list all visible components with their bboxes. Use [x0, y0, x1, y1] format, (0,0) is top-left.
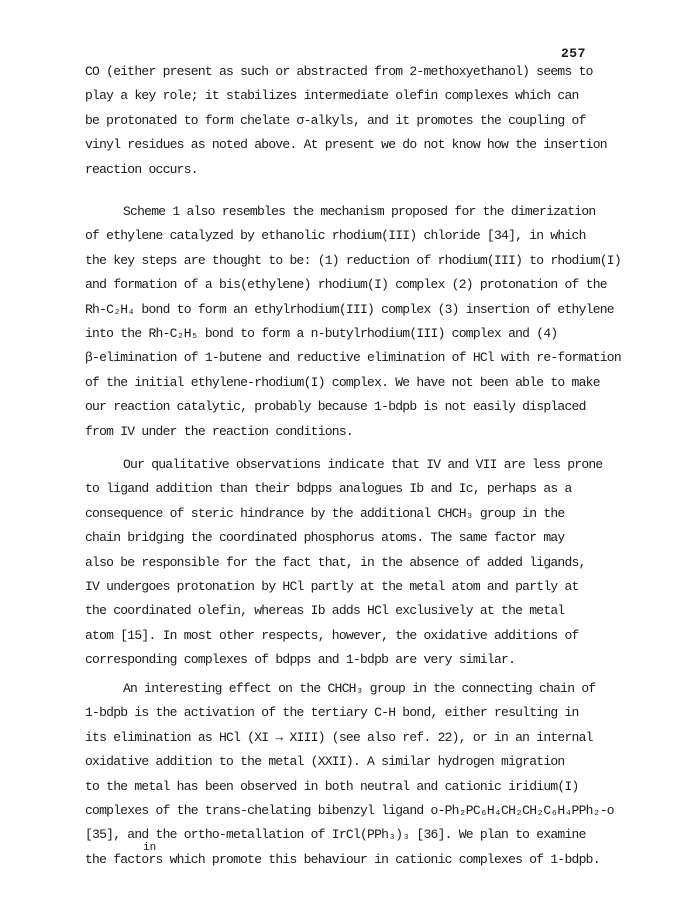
text-line: corresponding complexes of bdpps and 1-bdpb are very similar. [85, 652, 516, 668]
paragraph-4 [85, 677, 660, 872]
text-line: [35], and the ortho-metallation of IrCl(PPh₃)₃ [36]. We plan to examine [85, 827, 586, 843]
text-line: Our qualitative observations indicate that IV and VII are less prone [123, 457, 603, 472]
text-line: of the initial ethylene-rhodium(I) complex. We have not been able to make [85, 374, 600, 390]
text-line: our reaction catalytic, probably because 1-bdpb is not easily displaced [85, 399, 586, 415]
text-line: An interesting effect on the CHCH₃ group in the connecting chain of [123, 681, 596, 696]
text-line: consequence of steric hindrance by the additional CHCH₃ group in the [85, 505, 565, 521]
text-line: CO (either present as such or abstracted from 2-methoxyethanol) seems to [85, 64, 593, 79]
page-number: 257 [561, 46, 586, 61]
text-line: and formation of a bis(ethylene) rhodium(I) complex (2) protonation of the [85, 277, 607, 293]
text-line: of ethylene catalyzed by ethanolic rhodium(III) chloride [34], in which [85, 228, 586, 244]
text-line: atom [15]. In most other respects, however, the oxidative additions of [85, 627, 579, 643]
text-line: the coordinated olefin, whereas Ib adds HCl exclusively at the metal [85, 603, 565, 619]
text-line: play a key role; it stabilizes intermediate olefin complexes which can [85, 88, 579, 104]
text-line: 1-bdpb is the activation of the tertiary C-H bond, either resulting in [85, 705, 579, 721]
text-line: the key steps are thought to be: (1) reduction of rhodium(III) to rhodium(I) [85, 252, 621, 268]
text-line: into the Rh-C₂H₅ bond to form a n-butylrhodium(III) complex and (4) [85, 325, 558, 341]
text-line: from IV under the reaction conditions. [85, 423, 353, 439]
text-line: its elimination as HCl (XI → XIII) (see also ref. 22), or in an internal [85, 729, 593, 745]
text-line: to the metal has been observed in both neutral and cationic iridium(I) [85, 778, 579, 794]
text-line: vinyl residues as noted above. At present we do not know how the insertion [85, 137, 607, 153]
handwritten-insert: in [143, 842, 157, 854]
paragraph-2 [85, 200, 660, 444]
text-line: IV undergoes protonation by HCl partly at the metal atom and partly at [85, 578, 579, 594]
text-line: chain bridging the coordinated phosphorus atoms. The same factor may [85, 530, 565, 546]
text-line: β-elimination of 1-butene and reductive elimination of HCl with re-formation [85, 350, 621, 366]
text-line: oxidative addition to the metal (XXII). A similar hydrogen migration [85, 754, 565, 770]
text-line: Rh-C₂H₄ bond to form an ethylrhodium(III) complex (3) insertion of ethylene [85, 301, 614, 317]
text-line: Scheme 1 also resembles the mechanism proposed for the dimerization [123, 204, 596, 219]
text-line: be protonated to form chelate σ-alkyls, and it promotes the coupling of [85, 112, 586, 128]
text-line: to ligand addition than their bdpps analogues Ib and Ic, perhaps as a [85, 481, 572, 497]
paragraph-3 [85, 453, 660, 673]
paragraph-1 [85, 60, 660, 182]
text-line: the factors which promote this behaviour in cationic complexes of 1-bdpb. [85, 851, 600, 867]
text-line: reaction occurs. [85, 161, 198, 177]
text-line: complexes of the trans-chelating bibenzyl ligand o-Ph₂PC₆H₄CH₂CH₂C₆H₄PPh₂-o [85, 802, 614, 818]
text-line: also be responsible for the fact that, in the absence of added ligands, [85, 554, 586, 570]
